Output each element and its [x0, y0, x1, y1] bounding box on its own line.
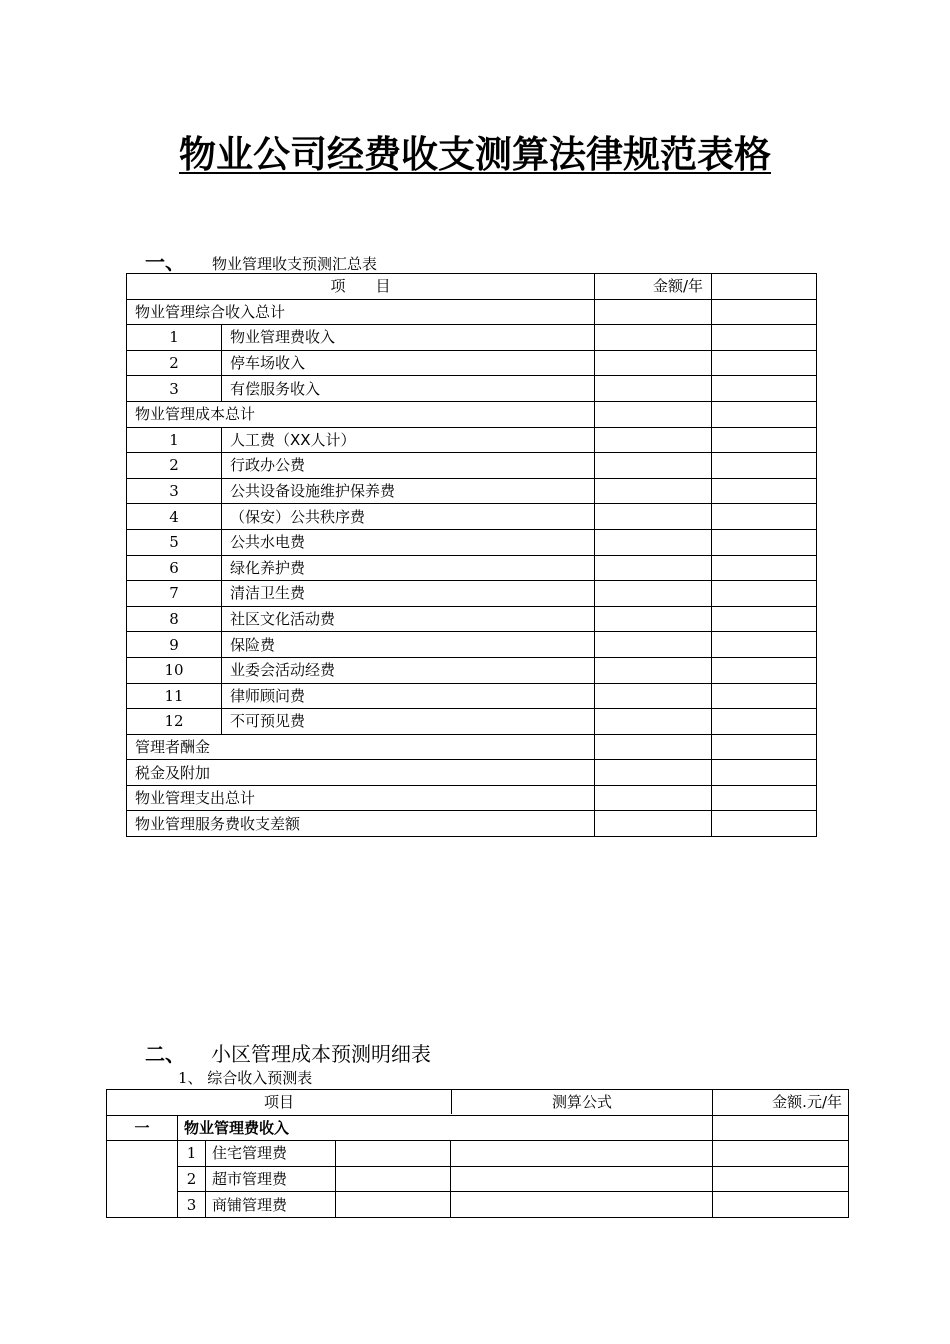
- item-name: 公共设备设施维护保养费: [222, 478, 595, 504]
- extra-cell: [712, 478, 817, 504]
- table-row: [127, 478, 817, 504]
- item-name: 物业管理费收入: [222, 325, 595, 351]
- group-label: 物业管理综合收入总计: [127, 299, 595, 325]
- amount-cell: [595, 427, 712, 453]
- row-number: 4: [127, 504, 222, 530]
- row-number: 11: [127, 683, 222, 709]
- group-label: 税金及附加: [127, 760, 595, 786]
- extra-cell: [712, 632, 817, 658]
- extra-cell: [712, 734, 817, 760]
- item-name: 不可预见费: [222, 709, 595, 735]
- amount-cell: [595, 529, 712, 555]
- row-number: 2: [178, 1166, 206, 1192]
- blank-cell: [336, 1141, 451, 1167]
- amount-cell: [595, 785, 712, 811]
- table-row: [127, 632, 817, 658]
- table-row: [127, 504, 817, 530]
- table-row: [127, 606, 817, 632]
- table-row: [127, 785, 817, 811]
- blank-cell: [336, 1192, 451, 1218]
- table-row: [107, 1192, 849, 1218]
- extra-cell: [712, 683, 817, 709]
- amount-cell: [595, 401, 712, 427]
- table-row: [127, 325, 817, 351]
- extra-cell: [712, 325, 817, 351]
- extra-cell: [712, 427, 817, 453]
- row-number: 3: [178, 1192, 206, 1218]
- summary-table: [126, 273, 817, 837]
- amount-cell: [595, 657, 712, 683]
- header-item: 项目: [107, 1090, 452, 1114]
- amount-cell: [595, 350, 712, 376]
- amount-cell: [595, 811, 712, 837]
- header-cell-group: [107, 1090, 713, 1116]
- extra-cell: [712, 555, 817, 581]
- extra-cell: [712, 401, 817, 427]
- table-row: [127, 760, 817, 786]
- header-item: 项 目: [127, 274, 595, 300]
- section2-title: 小区管理成本预测明细表: [211, 1042, 431, 1066]
- item-name: 社区文化活动费: [222, 606, 595, 632]
- row-number: 8: [127, 606, 222, 632]
- table-row: [127, 453, 817, 479]
- item-name: 停车场收入: [222, 350, 595, 376]
- item-name: （保安）公共秩序费: [222, 504, 595, 530]
- summary-header-row: [127, 274, 817, 300]
- table-row: [127, 581, 817, 607]
- amount-cell: [595, 581, 712, 607]
- document-title: [0, 124, 950, 178]
- extra-cell: [712, 376, 817, 402]
- table-row: [127, 683, 817, 709]
- amount-cell: [595, 734, 712, 760]
- extra-cell: [712, 504, 817, 530]
- item-name: 业委会活动经费: [222, 657, 595, 683]
- section1-title: 物业管理收支预测汇总表: [212, 255, 378, 273]
- item-name: 住宅管理费: [206, 1141, 336, 1167]
- row-number: 1: [178, 1141, 206, 1167]
- extra-cell: [712, 350, 817, 376]
- table-row: [127, 376, 817, 402]
- row-number: 1: [127, 427, 222, 453]
- header-amount: 金额.元/年: [713, 1090, 849, 1116]
- extra-cell: [712, 760, 817, 786]
- group-label: 物业管理费收入: [178, 1115, 713, 1141]
- header-amount: 金额/年: [595, 274, 712, 300]
- item-name: 行政办公费: [222, 453, 595, 479]
- amount-cell: [595, 683, 712, 709]
- income-header-row: [107, 1090, 849, 1116]
- amount-cell: [595, 632, 712, 658]
- row-number: 2: [127, 350, 222, 376]
- blank-cell: [336, 1166, 451, 1192]
- table-row: [127, 401, 817, 427]
- item-name: 公共水电费: [222, 529, 595, 555]
- amount-cell: [595, 709, 712, 735]
- amount-cell: [595, 478, 712, 504]
- item-name: 人工费（XX人计）: [222, 427, 595, 453]
- row-number: 3: [127, 478, 222, 504]
- extra-cell: [712, 581, 817, 607]
- row-number: 5: [127, 529, 222, 555]
- item-name: 保险费: [222, 632, 595, 658]
- amount-cell: [595, 325, 712, 351]
- document-title-text: 物业公司经费收支测算法律规范表格: [179, 133, 771, 176]
- amount-cell: [595, 606, 712, 632]
- extra-cell: [712, 529, 817, 555]
- amount-cell: [595, 555, 712, 581]
- item-name: 清洁卫生费: [222, 581, 595, 607]
- formula-cell: [451, 1166, 713, 1192]
- row-number: 1: [127, 325, 222, 351]
- table-row: [107, 1166, 849, 1192]
- section2-number: 二、: [145, 1042, 185, 1066]
- table-row: [127, 427, 817, 453]
- group-mark: 一: [107, 1115, 178, 1141]
- income-group-row: [107, 1115, 849, 1141]
- amount-cell: [713, 1192, 849, 1218]
- header-formula: 测算公式: [551, 1093, 612, 1112]
- group-label: 管理者酬金: [127, 734, 595, 760]
- table-row: [127, 555, 817, 581]
- item-name: 有偿服务收入: [222, 376, 595, 402]
- extra-cell: [712, 299, 817, 325]
- amount-cell: [595, 504, 712, 530]
- extra-cell: [712, 453, 817, 479]
- formula-cell: [451, 1192, 713, 1218]
- formula-cell: [451, 1141, 713, 1167]
- extra-cell: [712, 811, 817, 837]
- amount-cell: [713, 1166, 849, 1192]
- group-label: 物业管理服务费收支差额: [127, 811, 595, 837]
- table-row: [127, 350, 817, 376]
- table-row: [127, 299, 817, 325]
- extra-cell: [712, 606, 817, 632]
- row-number: 3: [127, 376, 222, 402]
- section2-subtitle: 1、 综合收入预测表: [178, 1069, 313, 1087]
- item-name: 超市管理费: [206, 1166, 336, 1192]
- header-empty: [712, 274, 817, 300]
- table-row: [127, 811, 817, 837]
- group-amount: [713, 1115, 849, 1141]
- row-number: 10: [127, 657, 222, 683]
- row-number: 12: [127, 709, 222, 735]
- amount-cell: [595, 299, 712, 325]
- group-label: 物业管理成本总计: [127, 401, 595, 427]
- extra-cell: [712, 657, 817, 683]
- table-row: [127, 709, 817, 735]
- amount-cell: [595, 376, 712, 402]
- row-number: 6: [127, 555, 222, 581]
- extra-cell: [712, 785, 817, 811]
- section2-heading: [145, 1038, 431, 1067]
- section1-number: 一、: [145, 250, 185, 274]
- row-number: 7: [127, 581, 222, 607]
- table-row: [127, 734, 817, 760]
- table-row: [127, 657, 817, 683]
- item-name: 律师顾问费: [222, 683, 595, 709]
- amount-cell: [595, 453, 712, 479]
- table-row: [107, 1141, 849, 1167]
- group-label: 物业管理支出总计: [127, 785, 595, 811]
- income-forecast-table: [106, 1089, 849, 1218]
- row-number: 9: [127, 632, 222, 658]
- amount-cell: [595, 760, 712, 786]
- extra-cell: [712, 709, 817, 735]
- table-row: [127, 529, 817, 555]
- item-name: 商铺管理费: [206, 1192, 336, 1218]
- item-name: 绿化养护费: [222, 555, 595, 581]
- merged-blank-cell: [107, 1141, 178, 1218]
- row-number: 2: [127, 453, 222, 479]
- amount-cell: [713, 1141, 849, 1167]
